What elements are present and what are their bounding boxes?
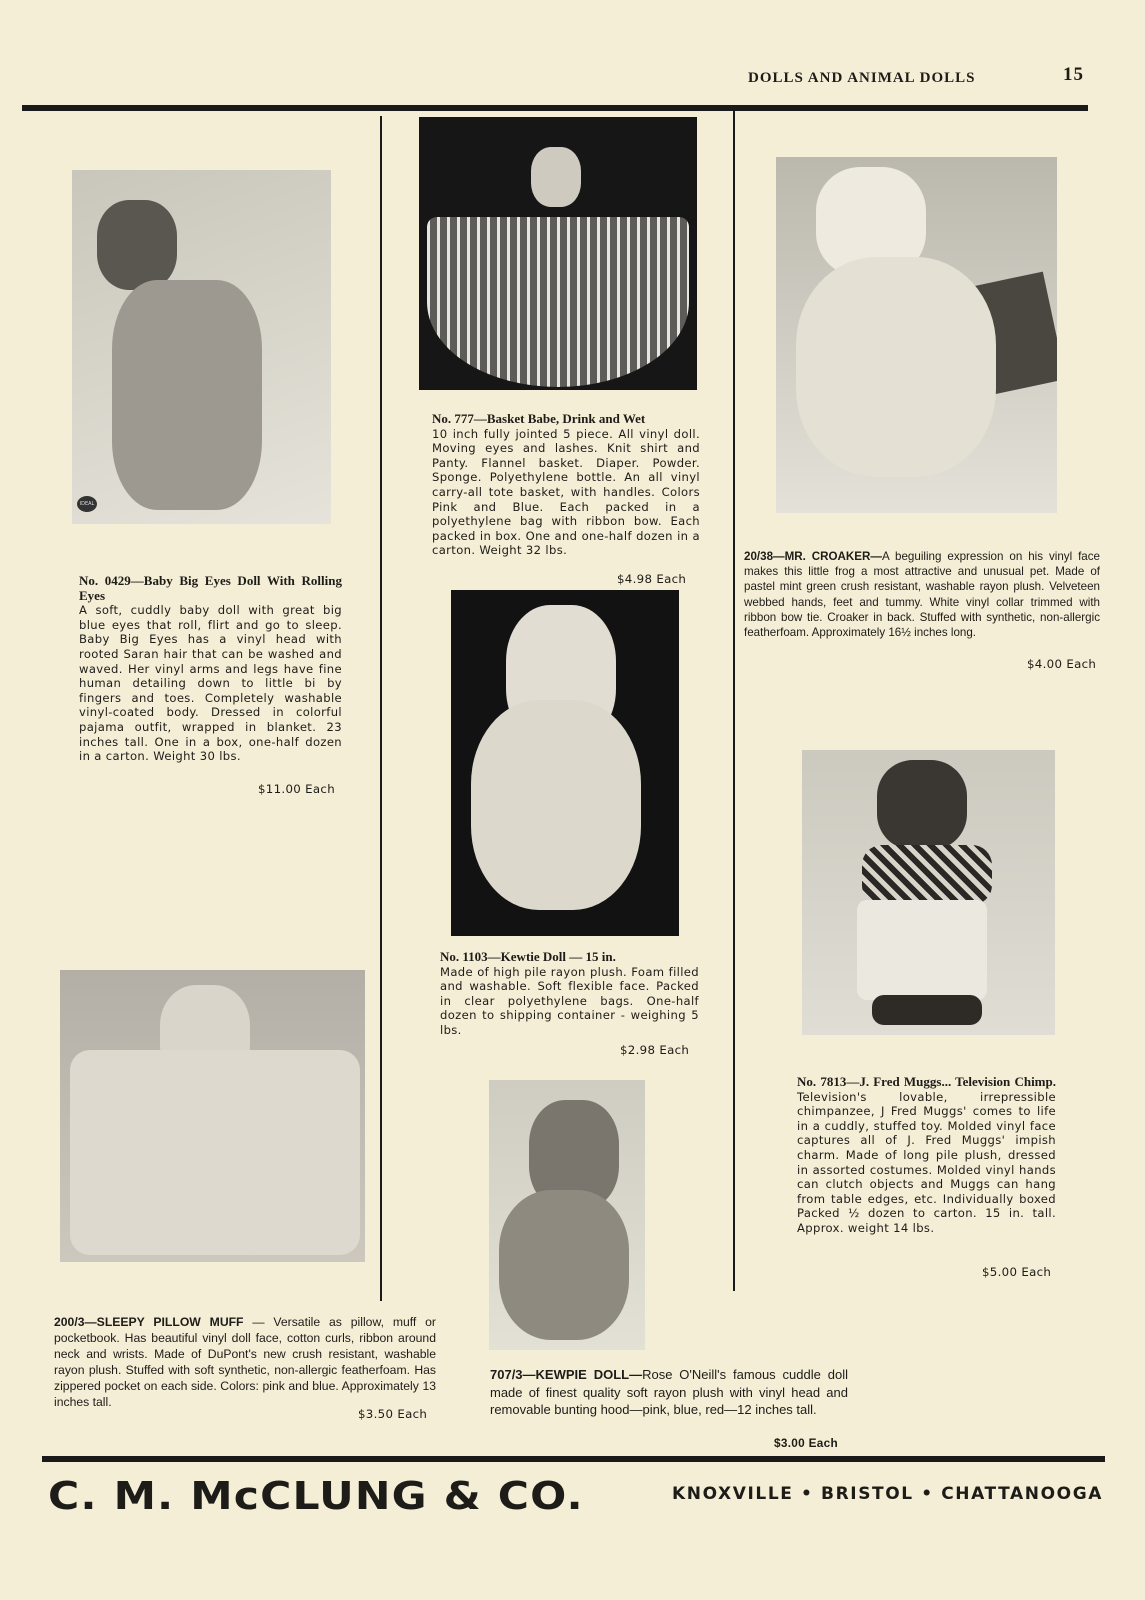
product-title: 200/3—SLEEPY PILLOW MUFF — [54, 1315, 244, 1329]
company-cities: KNOXVILLE • BRISTOL • CHATTANOOGA — [672, 1484, 1104, 1504]
product-title: 20/38—MR. CROAKER— — [744, 550, 882, 563]
product-description: 10 inch fully jointed 5 piece. All vinyl doll. Moving eyes and lashes. Knit shirt and Panty. Flannel basket. Diaper. Powder. Sponge. Polyethylene bottle. An all vinyl carry-all tote basket, with handles. Colors Pink and Blue. Each packed in a polyethylene bag with ribbon bow. Each packed in box. One and one-half dozen in a carton. Weight 32 lbs. — [432, 426, 700, 558]
footer-rule — [42, 1456, 1105, 1462]
photo-baby-big-eyes — [72, 170, 331, 524]
photo-kewpie-doll — [489, 1080, 645, 1350]
product-description: Made of high pile rayon plush. Foam filled and washable. Soft flexible face. Packed in clear polyethylene bags. One-half dozen to shipping container - weighing 5 lbs. — [440, 964, 699, 1037]
product-title: No. 1103—Kewtie Doll — 15 in. — [440, 949, 616, 964]
section-title: DOLLS AND ANIMAL DOLLS — [748, 70, 976, 86]
header-rule — [22, 105, 1088, 111]
product-price: $11.00 Each — [258, 782, 335, 796]
product-description: A soft, cuddly baby doll with great big blue eyes that roll, flirt and go to sleep. Baby Big Eyes has a vinyl head with rooted Saran hair that can be washed and waved. Her vinyl arms and legs have fine human detailing down to little bi by fingers and toes. Completely washable vinyl-coated body. Dressed in colorful pajama outfit, wrapped in blanket. 23 inches tall. One in a box, one-half dozen in a carton. Weight 30 lbs. — [79, 603, 342, 764]
product-kewpie-doll — [490, 1366, 848, 1419]
product-description: Rose O'Neill's famous cuddle doll made of finest quality soft rayon plush with vinyl head and removable bunting hood—pink, blue, red—12 inches tall. — [490, 1367, 848, 1417]
product-kewtie-doll — [440, 950, 699, 1038]
product-price: $4.98 Each — [617, 572, 687, 586]
product-description: A beguiling expression on his vinyl face makes this little frog a most attractive and unusual pet. Made of pastel mint green crush resistant, washable rayon plush. Velveteen webbed hands, feet and tummy. White vinyl collar trimmed with ribbon bow tie. Croaker in back. Stuffed with synthetic, non-allergic featherfoam. Approximately 16½ inches long. — [744, 550, 1100, 640]
product-price: $2.98 Each — [620, 1043, 690, 1057]
product-title: No. 0429—Baby Big Eyes Doll With Rolling Eyes — [79, 573, 342, 603]
product-description: — Versatile as pillow, muff or pocketbook. Has beautiful vinyl doll face, cotton curls, ribbon around neck and wrists. Made of DuPont's new crush resistant, washable rayon plush. Stuffed with soft synthetic, non-allergic featherfoam. Has zippered pocket on each side. Colors: pink and blue. Approximately 13 inches tall. — [54, 1315, 436, 1409]
product-title: No. 7813—J. Fred Muggs... Television Chimp. — [797, 1074, 1056, 1089]
product-sleepy-pillow-muff — [54, 1314, 436, 1410]
photo-basket-babe — [419, 117, 697, 390]
product-price: $3.50 Each — [358, 1407, 428, 1421]
photo-j-fred-muggs — [802, 750, 1055, 1035]
page-number: 15 — [1063, 64, 1084, 85]
column-divider — [733, 106, 735, 1291]
product-price: $4.00 Each — [1027, 657, 1097, 671]
product-j-fred-muggs — [797, 1075, 1056, 1236]
product-description: Television's lovable, irrepressible chimpanzee, J Fred Muggs' comes to life in a cuddly, stuffed toy. Molded vinyl face captures all of J. Fred Muggs' impish charm. Made of long pile plush, dressed in assorted costumes. Molded vinyl hands can clutch objects and Muggs can hang from table edges, etc. Individually boxed Packed ½ dozen to carton. 15 in. tall. Approx. weight 14 lbs. — [797, 1089, 1056, 1235]
product-title: 707/3—KEWPIE DOLL— — [490, 1367, 643, 1382]
product-price: $3.00 Each — [774, 1436, 838, 1450]
column-divider — [380, 116, 382, 1301]
product-price: $5.00 Each — [982, 1265, 1052, 1279]
photo-mr-croaker — [776, 157, 1057, 513]
photo-kewtie-doll — [451, 590, 679, 936]
product-baby-big-eyes — [79, 574, 342, 764]
product-basket-babe — [432, 412, 700, 558]
company-name: C. M. McCLUNG & CO. — [48, 1474, 584, 1518]
ideal-logo: IDEAL — [77, 496, 97, 512]
photo-sleepy-pillow-muff — [60, 970, 365, 1262]
product-mr-croaker — [744, 549, 1100, 640]
product-title: No. 777—Basket Babe, Drink and Wet — [432, 411, 646, 426]
